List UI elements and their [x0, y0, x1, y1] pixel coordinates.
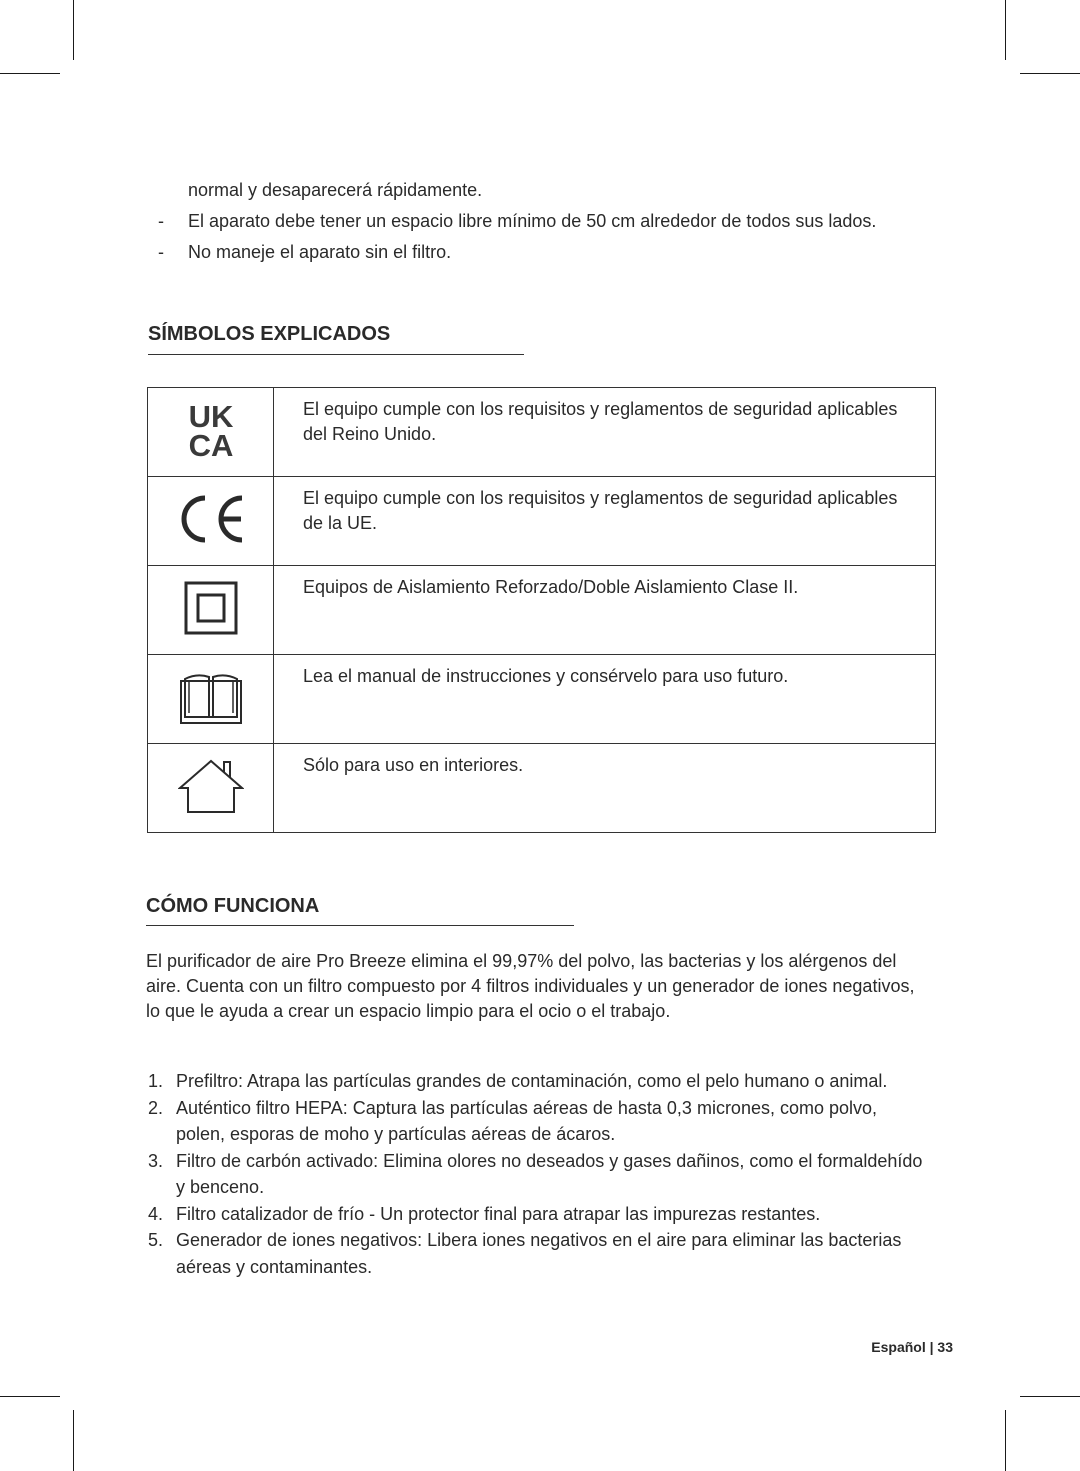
crop-mark — [0, 1396, 60, 1397]
heading-underline — [148, 354, 524, 355]
bullet-text: No maneje el aparato sin el filtro. — [188, 242, 452, 262]
dash-marker: - — [158, 242, 164, 262]
list-item — [146, 1201, 926, 1228]
read-manual-icon — [148, 655, 274, 744]
how-it-works-paragraph: El purificador de aire Pro Breeze elimina el 99,97% del polvo, las bacterias y los alérgenos del aire. Cuenta con un filtro compuesto por 4 filtros individuales y un generador de iones negativos, lo que le ayuda a crear un espacio limpio para el ocio o el trabajo. — [146, 951, 915, 1021]
double-insulation-icon-svg — [183, 580, 239, 636]
section-heading-symbols: SÍMBOLOS EXPLICADOS — [148, 323, 391, 345]
list-item — [148, 239, 928, 266]
ukca-top-text: UK — [188, 399, 233, 434]
symbol-description: El equipo cumple con los requisitos y reglamentos de seguridad aplicables de la UE. — [274, 477, 936, 566]
symbol-description: Sólo para uso en interiores. — [274, 744, 936, 833]
crop-mark — [1020, 1396, 1080, 1397]
crop-mark — [1020, 73, 1080, 74]
list-text: Generador de iones negativos: Libera iones negativos en el aire para eliminar las bacterias aéreas y contaminantes. — [176, 1230, 902, 1277]
symbols-table — [147, 387, 936, 833]
list-number: 5. — [148, 1230, 164, 1250]
list-text: Filtro catalizador de frío - Un protector final para atrapar las impurezas restantes. — [176, 1203, 821, 1224]
ce-mark-icon-svg — [175, 494, 247, 544]
table-row — [148, 655, 936, 744]
ce-mark-icon — [148, 477, 274, 566]
double-insulation-icon — [148, 566, 274, 655]
crop-mark — [1005, 1410, 1006, 1471]
intro-bullet-list — [148, 177, 928, 266]
crop-mark — [0, 73, 60, 74]
symbol-description: El equipo cumple con los requisitos y reglamentos de seguridad aplicables del Reino Unido. — [274, 388, 936, 477]
page-number: Español | 33 — [871, 1339, 953, 1355]
symbol-description: Lea el manual de instrucciones y consérvelo para uso futuro. — [274, 655, 936, 744]
bullet-text: El aparato debe tener un espacio libre mínimo de 50 cm alrededor de todos sus lados. — [188, 211, 877, 231]
list-item — [146, 1068, 926, 1095]
continuation-text: normal y desaparecerá rápidamente. — [188, 180, 483, 200]
symbol-description: Equipos de Aislamiento Reforzado/Doble Aislamiento Clase II. — [274, 566, 936, 655]
list-number: 4. — [148, 1203, 164, 1224]
indoor-use-icon — [148, 744, 274, 833]
section-heading-how-it-works: CÓMO FUNCIONA — [146, 895, 320, 917]
filter-list — [146, 1068, 926, 1280]
house-icon — [178, 758, 244, 814]
list-number: 2. — [148, 1097, 164, 1118]
dash-marker: - — [158, 211, 164, 231]
heading-underline — [146, 925, 574, 926]
table-row — [148, 744, 936, 833]
crop-mark — [73, 0, 74, 60]
list-text: Auténtico filtro HEPA: Captura las partículas aéreas de hasta 0,3 micrones, como polvo, polen, esporas de moho y partículas aéreas de ácaros. — [176, 1097, 878, 1144]
ukca-bottom-text: CA — [188, 427, 233, 460]
table-row — [148, 477, 936, 566]
table-row — [148, 566, 936, 655]
read-manual-icon-svg — [179, 669, 243, 725]
table-row — [148, 388, 936, 477]
ukca-mark-icon — [148, 388, 274, 477]
list-text: Filtro de carbón activado: Elimina olores no deseados y gases dañinos, como el formaldehído y benceno. — [176, 1150, 923, 1197]
ukca-mark-icon-svg — [179, 400, 243, 460]
crop-mark — [73, 1410, 74, 1471]
list-text: Prefiltro: Atrapa las partículas grandes de contaminación, como el pelo humano o animal. — [176, 1071, 888, 1091]
list-item — [146, 1095, 926, 1148]
list-number: 1. — [148, 1071, 164, 1091]
list-item — [148, 177, 928, 204]
crop-mark — [1005, 0, 1006, 60]
list-item — [146, 1148, 926, 1201]
list-item — [146, 1227, 926, 1280]
list-number: 3. — [148, 1150, 164, 1171]
list-item — [148, 208, 928, 235]
